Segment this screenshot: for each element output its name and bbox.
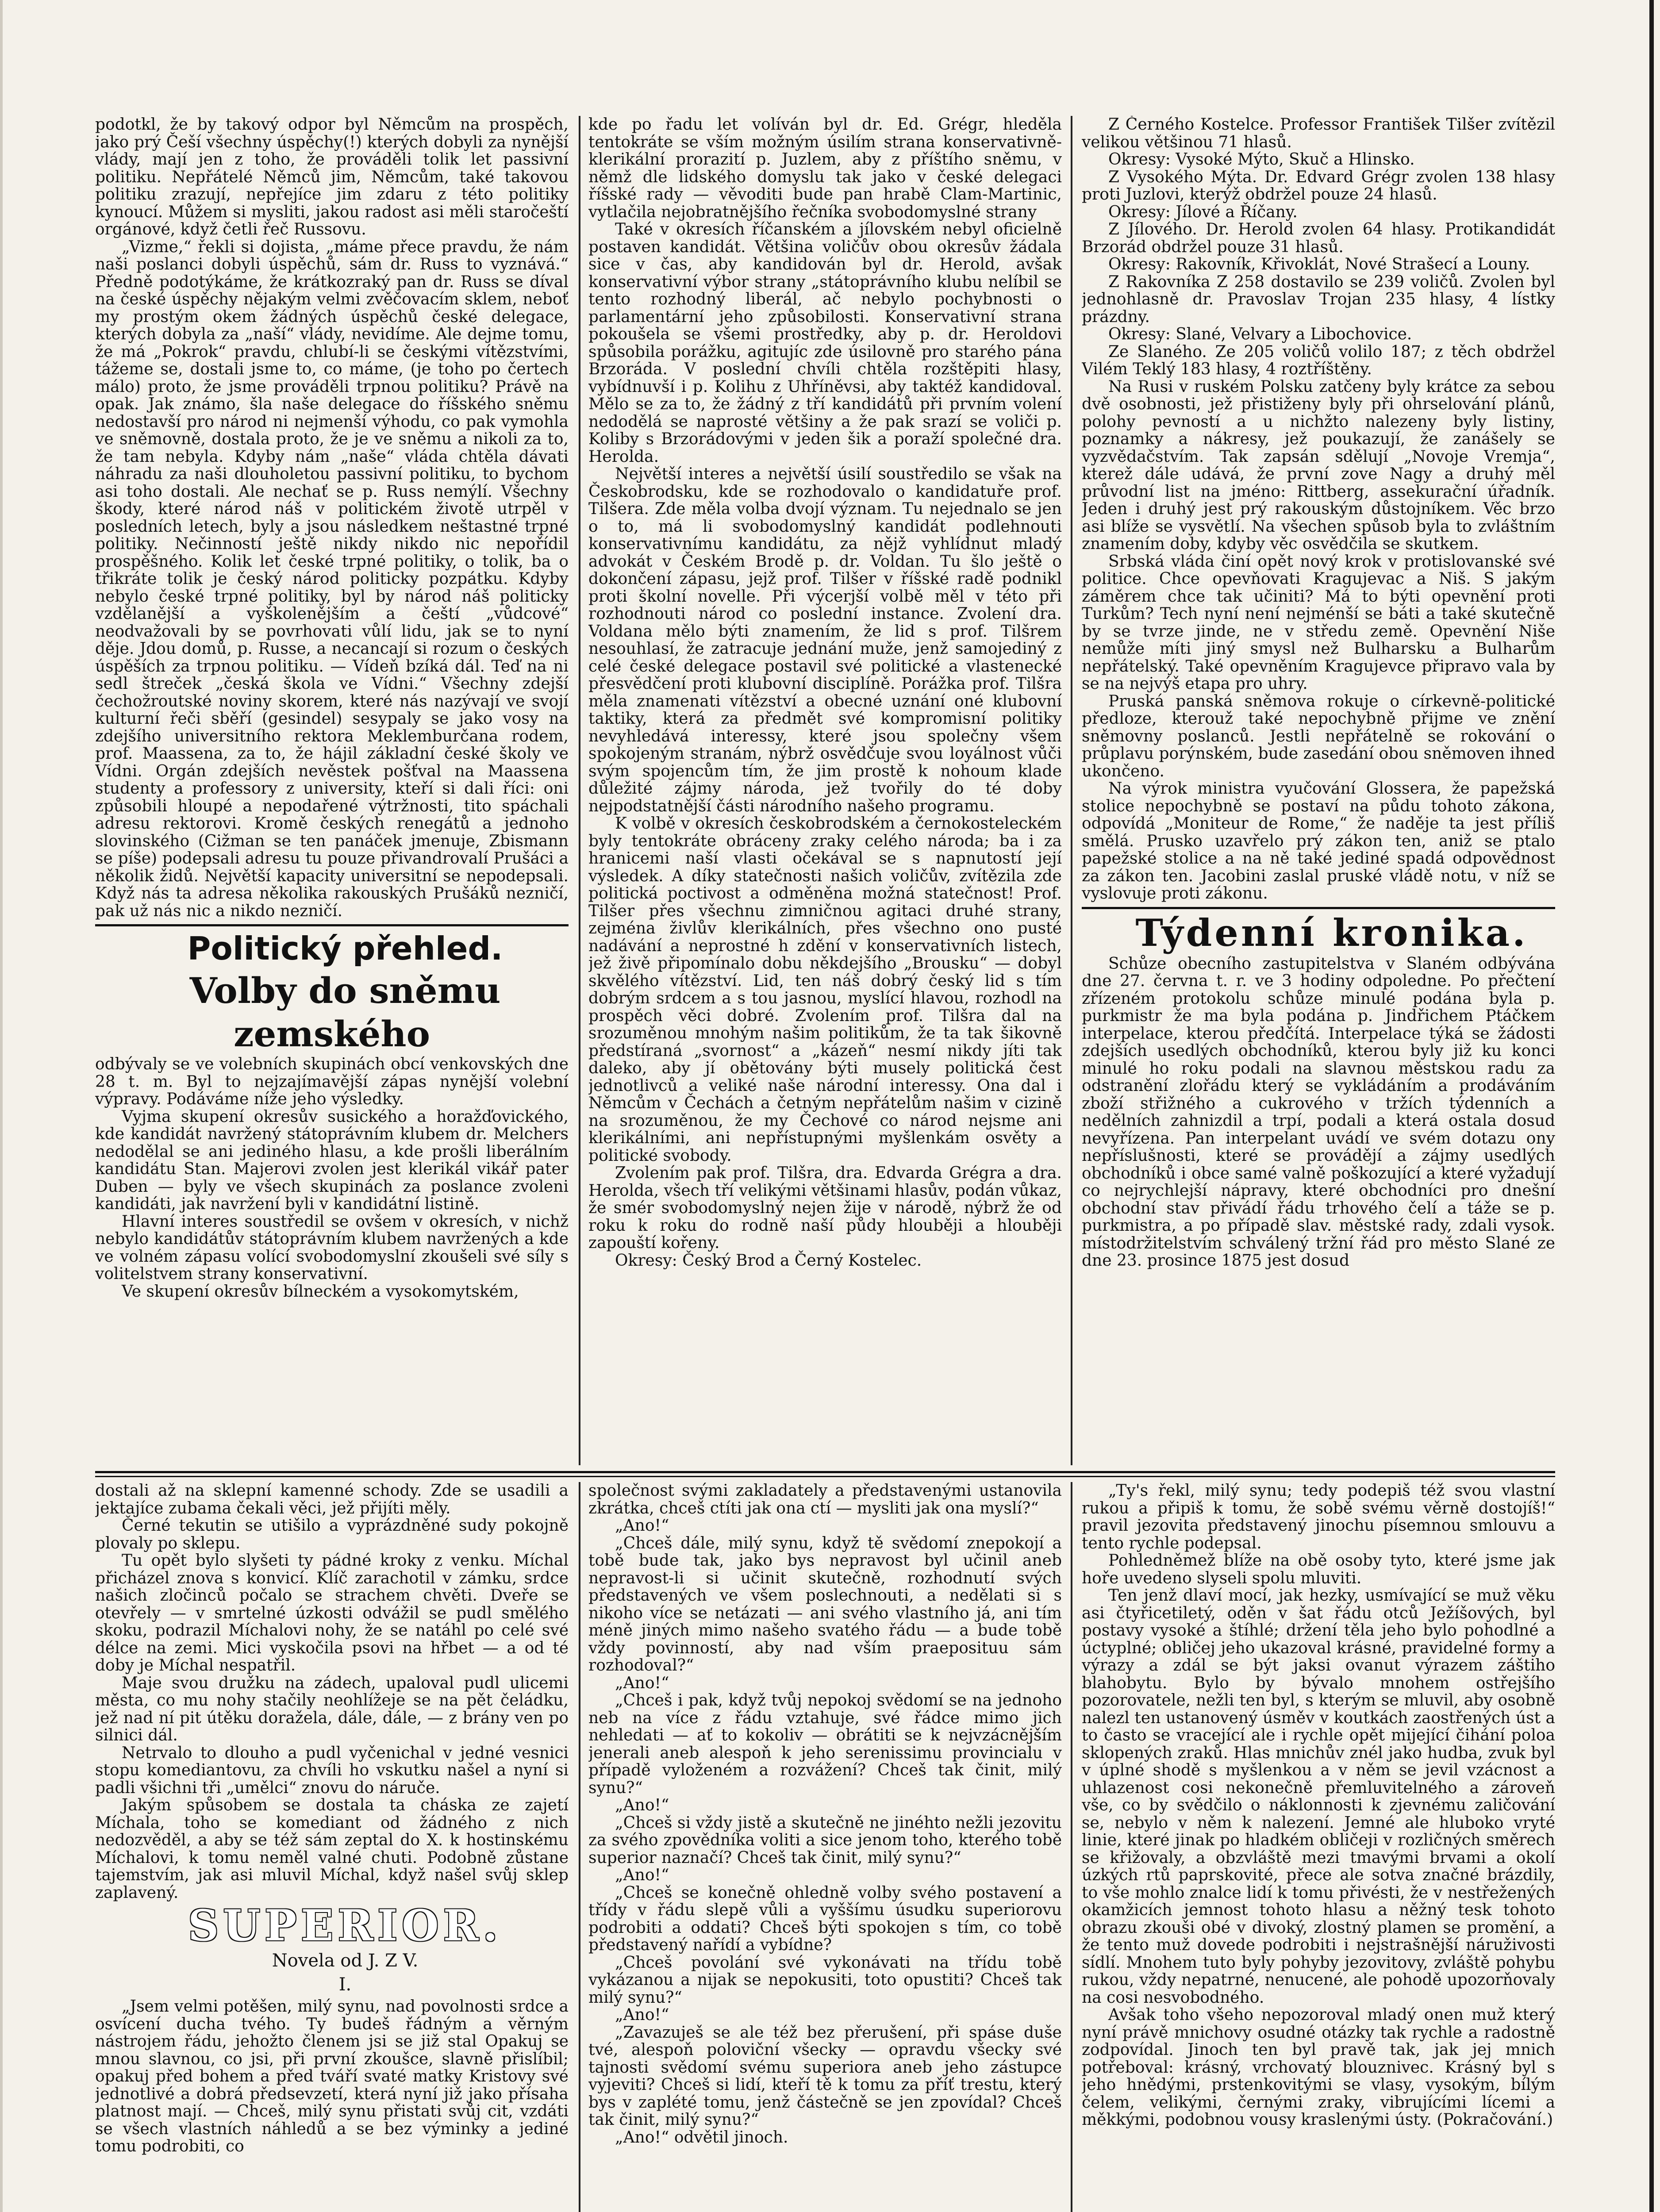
column-divider bbox=[579, 116, 580, 1465]
novel-title: SUPERIOR. bbox=[188, 1901, 502, 1951]
paragraph: Okresy: Jílové a Říčany. bbox=[1108, 203, 1298, 221]
top-column-1 bbox=[95, 116, 569, 1470]
paragraph: „Ano!“ bbox=[615, 1674, 669, 1692]
paragraph: Z Vysokého Mýta. Dr. Edvard Grégr zvolen 138 hlasy proti Juzlovi, kterýž obdržel pouze 24 hlasů. bbox=[1082, 168, 1555, 204]
novel-text-start bbox=[95, 1998, 569, 2155]
paragraph: Z Rakovníka Z 258 dostavilo se 239 voličů. Zvolen byl jednohlasně dr. Pravoslav Trojan 235 hlasy, 4 lístky prázdny. bbox=[1082, 273, 1555, 326]
paragraph: K volbě v okresích českobrodském a černokosteleckém byly tentokráte obráceny zraky celého národa; ba i za hranicemi naší vlasti očekával se s napnutostí její výsledek. A díky statečnosti našich voličův, zvítězila zde politická poctivost a odměněna možná statečnost! Prof. Tilšer přes všechnu zimničnou agitaci druhé strany, zejména živlův klerikálních, přes všechno ono pusté nadávání a neprostné h zdění v konservativních listech, jež živě připomínalo dobu někdejšího „Brousku“ — dobyl skvělého vítězství. Lid, ten náš dobrý český lid s tím dobrým srdcem a s tou jasnou, myslící hlavou, rozhodl na prospěch věci dobré. Zvolením prof. Tilšra dal na srozuměnou mnohým našim politikům, že ta tak šikovně předstíraná „svornost“ a „kázeň“ nesmí nikdy jíti tak daleko, aby jí obětovány býti musely politická čest jednotlivců a veliké naše národní interessy. Ona dal i Němcům v Čechách a četným nepřátelům našim v cizině na srozuměnou, že my Čechové co národ nejsme ani klerikálními, ani nepřístupnými myšlenkám osvěty a politické svobody. bbox=[588, 814, 1062, 1165]
paragraph: Z Jílového. Dr. Herold zvolen 64 hlasy. Protikandidát Brzorád obdržel pouze 31 hlasů. bbox=[1082, 220, 1555, 256]
paragraph: „Chceš se konečně ohledně volby svého postavení a třídy v řádu slepě vůli a vyššímu úsudku superiorovu podrobiti a oddati? Chceš býti spokojen s tím, co tobě představený nařídí a vybídne? bbox=[588, 1883, 1062, 1954]
paragraph: Hlavní interes soustředil se ovšem v okresích, v nichž nebylo kandidátův státoprávním klubem navržených a kde ve volném zápasu volící svobodomyslní zkoušeli své síly s volitelstvem strany konservativní. bbox=[95, 1212, 569, 1283]
feuilleton-separator bbox=[95, 1471, 1555, 1473]
paragraph: Na výrok ministra vyučování Glossera, že papežská stolice nepochybně se postaví na půdu tohoto zákona, odpovídá „Moniteur de Rome,“ že naděje ta jest příliš smělá. Prusko uzavřelo prý zákon ten, aniž se ptalo papežské stolice a na ně také jediné spadá odpovědnost za zákon ten. Jacobini zaslal pruské vládě notu, v níž se vyslovuje proti zákonu. bbox=[1082, 780, 1555, 902]
paragraph: Okresy: Český Brod a Černý Kostelec. bbox=[615, 1251, 922, 1270]
paragraph: Avšak toho všeho nepozoroval mladý onen muž který nyní právě mnichovy osudné otázky tak rychle a radostně zodpovídal. Jinoch ten byl pravě tak, jak jej mnich potřeboval: krásný, vrchovatý blouznivec. Krásný byl s jeho hnědými, prstenkovitými se vlasy, vysokým, bílým čelem, velikými, černými zraky, vibrujícími lícemi a měkkými, podobnou vousy kraslenými ústy. (Pokračování.) bbox=[1082, 2006, 1555, 2129]
paragraph: Ze Slaného. Ze 205 voličů volilo 187; z těch obdržel Vilém Teklý 183 hlasy, 4 roztříštěny. bbox=[1082, 342, 1555, 378]
paragraph: „Chceš povolání své vykonávati na třídu tobě vykázanou a nijak se nepokusiti, toto opustiti? Chceš tak milý synu?“ bbox=[588, 1953, 1062, 2007]
paragraph: kde po řadu let volíván byl dr. Ed. Grégr, hleděla tentokráte se vším možným úsilím strana konservativně-klerikální prorazití p. Juzlem, aby z příštího sněmu, v němž dle lidského domyslu tak jako v české delegaci říšské rady — věvoditi bude pan hrabě Clam-Martinic, vytlačila nejobratnějšího řečníka svobodomyslné strany bbox=[588, 116, 1062, 221]
kronika-article-body bbox=[1082, 955, 1555, 1270]
paragraph: „Chceš dále, milý synu, když tě svědomí znepokojí a tobě bude tak, jako bys nepravost byl učinil aneb nepravost-li si učinit skutečně, rozhodnutí svých představených ve všem poslechnouti, a nedělati si s nikoho více se netázati — ani svého vlastního já, ani tím méně jiných mimo našeho svatého řádu — a bude tobě vždy povinností, aby nad vším praeposituu sám rozhodoval?“ bbox=[588, 1534, 1062, 1674]
paragraph: Vyjma skupení okresův susického a horažďovického, kde kandidát navržený státoprávním klubem dr. Melchers nedodělal se ani jediného hlasu, a kde prošli liberálním kandidátu Stan. Majerovi zvolen jest klerikál vikář pater Duben — byly ve všech skupinách za poslance zvoleni kandidáti, jak navržení byli v kandidátní listině. bbox=[95, 1107, 569, 1213]
top-column-3 bbox=[1082, 116, 1555, 1470]
paragraph: Jakým spůsobem se dostala ta cháska ze zajetí Míchala, toho se komediant od žádného z nich nedozvěděl, a aby se též sám zeptal do X. k hostinskému Míchalovi, k tomu neměl valné chuti. Podobně zůstane tajemstvím, jak asi mluvil Míchal, když našel svůj sklep zaplavený. bbox=[95, 1796, 569, 1902]
paragraph: Okresy: Rakovník, Křivoklát, Nové Strašecí a Louny. bbox=[1108, 255, 1530, 273]
paragraph: „Ano!“ bbox=[615, 1866, 669, 1884]
bottom-column-3 bbox=[1082, 1482, 1555, 2212]
paragraph: Srbská vláda činí opět nový krok v protislovanské své politice. Chce opevňovati Kragujevac a Niš. S jakým záměrem chce tak učiniti? Má to býti opevnění proti Turkům? Tech nyní není nejménší se báti a také skutečně by se tvrze jinde, ne v středu země. Opevnění Niše nemůže míti jiný smysl než Bulharsku a Bulharům nepřátelský. Také opevněním Kragujevce připravo vala by se na nejvýš etapa pro uhry. bbox=[1082, 552, 1555, 693]
paragraph: Tu opět bylo slyšeti ty pádné kroky z venku. Míchal přicházel znova s konvicí. Klíč zarachotil v zámku, srdce našich zločinců počalo se strachem chvěti. Dveře se otevřely — v smrtelné úzkosti odvážil se pudl smělého skoku, podrazil Míchalovi nohy, že se natáhl po celé své délce na zemi. Mici vyskočila psovi na hřbet — a od té doby je Míchal nespatřil. bbox=[95, 1551, 569, 1674]
story-ending bbox=[95, 1482, 569, 1901]
paragraph: Pruská panská sněmova rokuje o církevně-politické předloze, kterouž také nepochybně přijme ve znění sněmovny poslanců. Jestli nepřátelně se rokování o průplavu porýnském, bude zasedání obou sněmoven ihned ukončeno. bbox=[1082, 692, 1555, 780]
novel-text-end bbox=[1082, 1482, 1555, 2129]
top-column-2 bbox=[588, 116, 1062, 1470]
page-left-edge bbox=[0, 0, 3, 2212]
paragraph: odbývaly se ve volebních skupinách obcí venkovských dne 28 t. m. Byl to nejzajímavější zápas nynější volební výpravy. Podáváme níže jeho výsledky. bbox=[95, 1055, 569, 1108]
election-results-and-news bbox=[1082, 116, 1555, 902]
section-heading-tydenni-kronika: Týdenní kronika. bbox=[1135, 910, 1528, 955]
paragraph: Největší interes a největší úsilí soustředilo se však na Českobrodsku, kde se rozhodovalo o kandidatuře prof. Tilšera. Zde měla volba dvojí význam. Tu nejednalo se jen o to, má li svobodomyslný kandidát podlehnouti konservativnímu kandidátu, za nějž vyhlídnut mladý advokát v Českém Brodě p. dr. Voldan. Tu šlo ještě o dokončení zápasu, jejž prof. Tilšer v říšské radě podnikl proti školní novelle. Při výcerjší volbě měl v této při rozhodnouti národ co poslední instance. Zvolení dra. Voldana mělo býti znamením, že lid s prof. Tilšrem nesouhlasí, že zatracuje jednání muže, jenž samojediný z celé české delegace postavil své politické a vlastenecké přesvědčení proti klubovní disciplíně. Porážka prof. Tilšra měla znamenati vítězství a obecné uznání oné klubovní taktiky, která za předmět své kompromisní politiky nevyhledává interessy, které jsou společny všem spokojeným stranám, nýbrž osvědčuje svou loyálnost vůči svým spojencům tím, že jim prostě k nohoum klade důležité zájmy národa, jež tvořily do té doby nejpodstatnější části národního našeho programu. bbox=[588, 465, 1062, 815]
volby-article-body bbox=[95, 1056, 569, 1300]
paragraph: „Jsem velmi potěšen, milý synu, nad povolnosti srdce a osvícení ducha tvého. Ty budeš řádným a věrným nástrojem řádu, jehožto členem jsi se již stal Opakuj se mnou slavnou, co jsi, při první zkoušce, slavně přislíbil; opakuj před bohem a před tváří svaté matky Kristovy své jednotlivé a dobrá předsevzetí, která nyní již jako přísaha platnost mají. — Chceš, milý synu přistati svůj cit, vzdáti se všech vlastních náhledů a se bez výminky a jediné tomu podrobiti, co bbox=[95, 1997, 569, 2155]
novel-author-line: Novela od J. Z V. bbox=[272, 1951, 419, 1971]
paragraph: Maje svou družku na zádech, upaloval pudl ulicemi města, co mu nohy stačily neohlížeje se na pět čeládku, jež nad ní pit útěku doražela, dále, dále, — z brány ven po silnici dál. bbox=[95, 1674, 569, 1744]
paragraph: „Ano!“ odvětil jinoch. bbox=[615, 2128, 788, 2147]
paragraph: Okresy: Slané, Velvary a Libochovice. bbox=[1108, 325, 1412, 343]
feuilleton-separator-second bbox=[95, 1476, 1555, 1477]
paragraph: „Zavazuješ se ale též bez přerušení, při spáse duše tvé, alespoň poloviční všecky — opravdu všecky své tajnosti svědomí svému superiora aneb jeho zástupce vyjeviti? Chceš si lidí, kteří tě k tomu za příť trestu, který bys v zaplété tomu, jenž částečně se jen zpovídal? Chceš tak činit, milý synu?“ bbox=[588, 2023, 1062, 2129]
paragraph: Na Rusi v ruském Polsku zatčeny byly krátce za sebou dvě osobnosti, jež přistiženy byly při ohrselování plánů, polohy pevností a u nichžto nalezeny byly listiny, poznamky a nákresy, jež poukazují, že zanášely se vyzvědačstvím. Tak zapsán sdělují „Novoje Vremja“, kterež dále udává, že první zove Nagy a druhý měl průvodní list na jméno: Rittberg, assekurační úřadník. Jeden i druhý jest prý rakouským důstojníkem. Věc brzo asi blíže se vysvětlí. Na všechen spůsob byla to zvláštním znamením doby, kdyby věc osvědčila se skutkem. bbox=[1082, 377, 1555, 553]
paragraph: Zvolením pak prof. Tilšra, dra. Edvarda Grégra a dra. Herolda, všech tří velikými většinami hlasův, podán vůkaz, že smér svobodomyslný nejen žije v národě, nýbrž že od roku k roku do rodně naší půdy hlouběji a hlouběji zapouští kořeny. bbox=[588, 1164, 1062, 1252]
column-divider bbox=[1071, 1482, 1072, 2212]
column-divider bbox=[579, 1482, 580, 2212]
paragraph: „Ano!“ bbox=[615, 1517, 669, 1535]
paragraph: „Chceš i pak, když tvůj nepokoj svědomí se na jednoho neb na více z řádu vztahuje, své řádce mimo jich nehledati — ať to kokoliv — obrátiti se k nejvzácnějším jenerali aneb alespoň k jeho serenissimu provincialu v případě vyloženém a rozvážení? Chceš tak činit, milý synu?“ bbox=[588, 1691, 1062, 1797]
paragraph: „Chceš si vždy jistě a skutečně ne jinéhto nežli jezovitu za svého zpovědníka voliti a sice jenom toho, kterého tobě superior naznačí? Chceš tak činit, milý synu?“ bbox=[588, 1813, 1062, 1867]
paragraph: Také v okresích říčanském a jílovském nebyl oficielně postaven kandidát. Většina voličův obou okresův žádala sice v čas, aby kandidován byl dr. Herold, avšak konservativní výbor strany „státoprávního klubu nelíbil se tento rozhodný liberál, ač nebylo pochybnosti o parlamentární jeho způsobilosti. Konservativní strana pokoušela se všemi prostředky, aby p. dr. Heroldovi spůsobila porážku, agitujíc zde úsilovně pro starého pána Brzoráda. V poslední chvíli chtěla rozštěpiti hlasy, vybídnuvší i p. Kolihu z Uhříněvsi, aby taktéž kandidoval. Mělo se za to, že žádný z tří kandidátů při prvním volení nedodělá se naprosté většiny a že pak srazí se voliči p. Koliby s Brzorádovými v jeden šik a poraží společné dra. Herolda. bbox=[588, 220, 1062, 466]
section-rule bbox=[95, 924, 569, 926]
bottom-column-1 bbox=[95, 1482, 569, 2212]
paragraph: Okresy: Vysoké Mýto, Skuč a Hlinsko. bbox=[1108, 150, 1415, 169]
paragraph: Černé tekutin se utišilo a vyprázdněné sudy pokojně plovaly po sklepu. bbox=[95, 1517, 569, 1552]
paragraph: „Vizme,“ řekli si dojista, „máme přece pravdu, že nám naši poslanci dobyli úspěchů, sám dr. Russ to vyznává.“ Předně podotýkáme, že krátkozraký pan dr. Russ se díval na české úspěchy nějakým velmi zvěčovacím sklem, neboť my prostým okem žádných úspěchů české delegace, kterých dobyla za „naší“ vlády, nevidíme. Ale dejme tomu, že má „Pokrok“ pravdu, chlubí-li se českými vítězstvími, tážeme se, dostali jsme to, co máme, (je toho po čertech málo) proto, že jsme prováděli trpnou politiku? Právě na opak. Jak známo, šla naše delegace do říšského sněmu nedostavší pro národ ni nejmenší výhodu, co pak vymohla ve sněmovně, dostala proto, že je ve sněmu a nikoli za to, že tam nebyla. Kdyby nám „naše“ vláda chtěla dávati náhradu za naši dlouholetou passivní politiku, to bychom asi toho dostali. Ale nechať se p. Russ nemýlí. Všechny škody, které národ náš v politickém životě utrpěl v posledních letech, byly a jsou následkem neštastné trpné politiky. Nečinností ještě nikdy nikdo nic nepořídil prospěšného. Kolik let české trpné politiky, o tolik, ba o třikráte tolik je český národ politicky pozpátku. Kdyby nebylo české trpné politiky, byl by národ náš politicky vzdělanější a vyškolenějším a čeští „vůdcové“ neodvažovali by se povrhovati vůlí lidu, jak se to nyní děje. Jdou domů, p. Russe, a necancají si rozum o českých úspěších za trpnou politiku. — Vídeň bzíká dál. Teď na ni sedl štreček „česká škola ve Vídni.“ Všechny zdejší čechožroutské noviny skorem, které nás nazývají ve svojí kulturní řeči sběří (gesindel) sesypaly se jako vosy na zdejšího universitního rektora Meklemburčana rodem, prof. Maassena, za to, že hájil základní české školy ve Vídni. Orgán zdejších nevěstek pošťval na Maassena studenty a professory z university, kteří si dali říci: oni způsobili hloupé a nepodařené výtržnosti, tito spáchali adresu rektorovi. Kromě českých renegátů a jednoho slovinského (Cižman se ten panáček jmenuje, Zbismann se píše) podepsali adresu tu pouze přivandrovalí Prušáci a několik židů. Největší kapacity universitní se nepodepsali. Když nás ta adresa několika rakouských Prušáků nezničí, pak už nás nic a nikdo nezničí. bbox=[95, 238, 569, 920]
section-rule bbox=[1082, 907, 1555, 909]
bottom-column-2 bbox=[588, 1482, 1062, 2212]
paragraph: Pohledněmež blíže na obě osoby tyto, které jsme jak hoře uvedeno slyseli spolu mluviti. bbox=[1082, 1551, 1555, 1587]
paragraph: dostali až na sklepní kamenné schody. Zde se usadili a jektajíce zubama čekali věci, jež přijíti měly. bbox=[95, 1482, 569, 1517]
paragraph: Ve skupení okresův bílneckém a vysokomytském, bbox=[122, 1282, 519, 1301]
column-divider bbox=[1071, 116, 1072, 1465]
paragraph: společnost svými zakladately a představenými ustanovila zkrátka, chceš ctíti jak ona ctí — mysliti jak ona myslí?“ bbox=[588, 1482, 1062, 1517]
paragraph: „Ano!“ bbox=[615, 2006, 669, 2024]
article-heading-volby: Volby do sněmu zemského bbox=[189, 970, 501, 1055]
paragraph: „Ty's řekl, milý synu; tedy podepiš též svou vlastní rukou a připiš k tomu, že sobě svému věrně dostojíš!“ pravil jezovita představený jinochu písemnou smlouvu a tento rychle podepsal. bbox=[1082, 1482, 1555, 1552]
article-continuation bbox=[95, 116, 569, 920]
volby-article-continuation bbox=[588, 116, 1062, 1269]
paragraph: Z Černého Kostelce. Professor František Tilšer zvítězil velikou většinou 71 hlasů. bbox=[1082, 116, 1555, 151]
paragraph: „Ano!“ bbox=[615, 1796, 669, 1814]
paragraph: Schůze obecního zastupitelstva v Slaném odbývána dne 27. června t. r. ve 3 hodiny odpoledne. Po přečtení zřízeném protokolu schůze minulé podána byla p. purkmistr že ma byla podána p. Jindřichem Ptáčkem interpelace, kterou předčítá. Interpelace týká se žádosti zdejších usedlých obchodníků, kterou byly již ku konci minulé ho roku podali na slavnou městskou radu za odstranění zlořádu který se vykládáním a prodáváním zboží střižného a cukrového v tržích týdenních a nedělních zahnizdil a trpí, podali a která ostala dosud nevyřízena. Pan interpelant uvádí ve svém dotazu ony nepříslušnosti, které se provádějí a zájmy usedlých obchodníků i obce samé valně poškozující a které vyžadují co nejrychlejší nápravy, které obchodníci pro dnešní obchodní stav přivádí řádu trhového čelí a táže se p. purkmistra, a po případě slav. městské rady, zdali vysok. místodržitelstvím schválený tržní řád pro město Slané ze dne 23. prosince 1875 jest dosud bbox=[1082, 954, 1555, 1270]
paragraph: Ten jenž dlaví mocí, jak hezky, usmívající se muž věku asi čtyřicetiletý, oděn v šat řádu otců Ježíšových, byl postavy vysoké a štíhlé; držení těla jeho bylo pohodlné a úctyplné; obličej jeho ukazoval krásné, pravidelné formy a výrazy a zdál se být jaksi ovanut výrazem záštiho blahobytu. Bylo by bývalo mnohem ostřejšího pozorovatele, nežli ten byl, s kterým se mluvil, aby osobně nalezl ten ustanovený úsměv v koutkách zaostřených úst a to často se vracející ale i rychle opět mijející čihání poloa sklopených zraků. Hlas mnichův znél jako hudba, zvuk byl v úplné shodě s myšlenkou a v něm se jevil vzácnost a uhlazenost cosi nekonečně přemluvitelného a zároveň vše, co by svědčilo o náklonnosti k zjevnému zaličování se, nebylo v něm k nalezení. Jemné ale hluboko vryté linie, které jinak po hladkém obličeji v rozličných směrech se křižovaly, a obzvláště mezi tmavými brvami a okolí úzkých rtů paprskovité, přece ale sotva značné brázdily, to vše mohlo znalce lidí k tomu přivésti, že v nestřežených okamžicích jemnost tohoto hlasu a něžný tesk tohoto obrazu zkouši obé v divoký, zlostný plamen se promění, a že tento muž dovede podrobiti i nejstrašnější náruživosti sídlí. Mnohem tuto byly pohyby jezovitovy, zvláště pohybu rukou, vždy nepatrné, nenucené, ale pohodě upozorňovaly na cosi nesvobodného. bbox=[1082, 1586, 1555, 2007]
paragraph: Netrvalo to dlouho a pudl vyčenichal v jedné vesnici stopu komediantovu, za chvíli ho vskutku našel a nyní si padli všichni tři „umělci“ znovu do náruče. bbox=[95, 1743, 569, 1797]
novel-chapter-number: I. bbox=[338, 1974, 352, 1995]
section-heading-politicky-prehled: Politický přehled. bbox=[187, 930, 503, 967]
novel-text-continued bbox=[588, 1482, 1062, 2146]
page-binding-edge bbox=[1649, 0, 1654, 2212]
paragraph: podotkl, že by takový odpor byl Němcům na prospěch, jako prý Češí všechny úspěchy(!) kterých dobyli za nynější vlády, mají jen z toho, že prováděli tolik let passivní politiku. Nepřátelé Němců jim, Němcům, také takovou politiku zrazují, nepřejíce jim zdaru z této politiky kynoucí. Můžem si mysliti, jakou radost asi měli staročeští orgánové, když četli řeč Russovu. bbox=[95, 116, 569, 238]
